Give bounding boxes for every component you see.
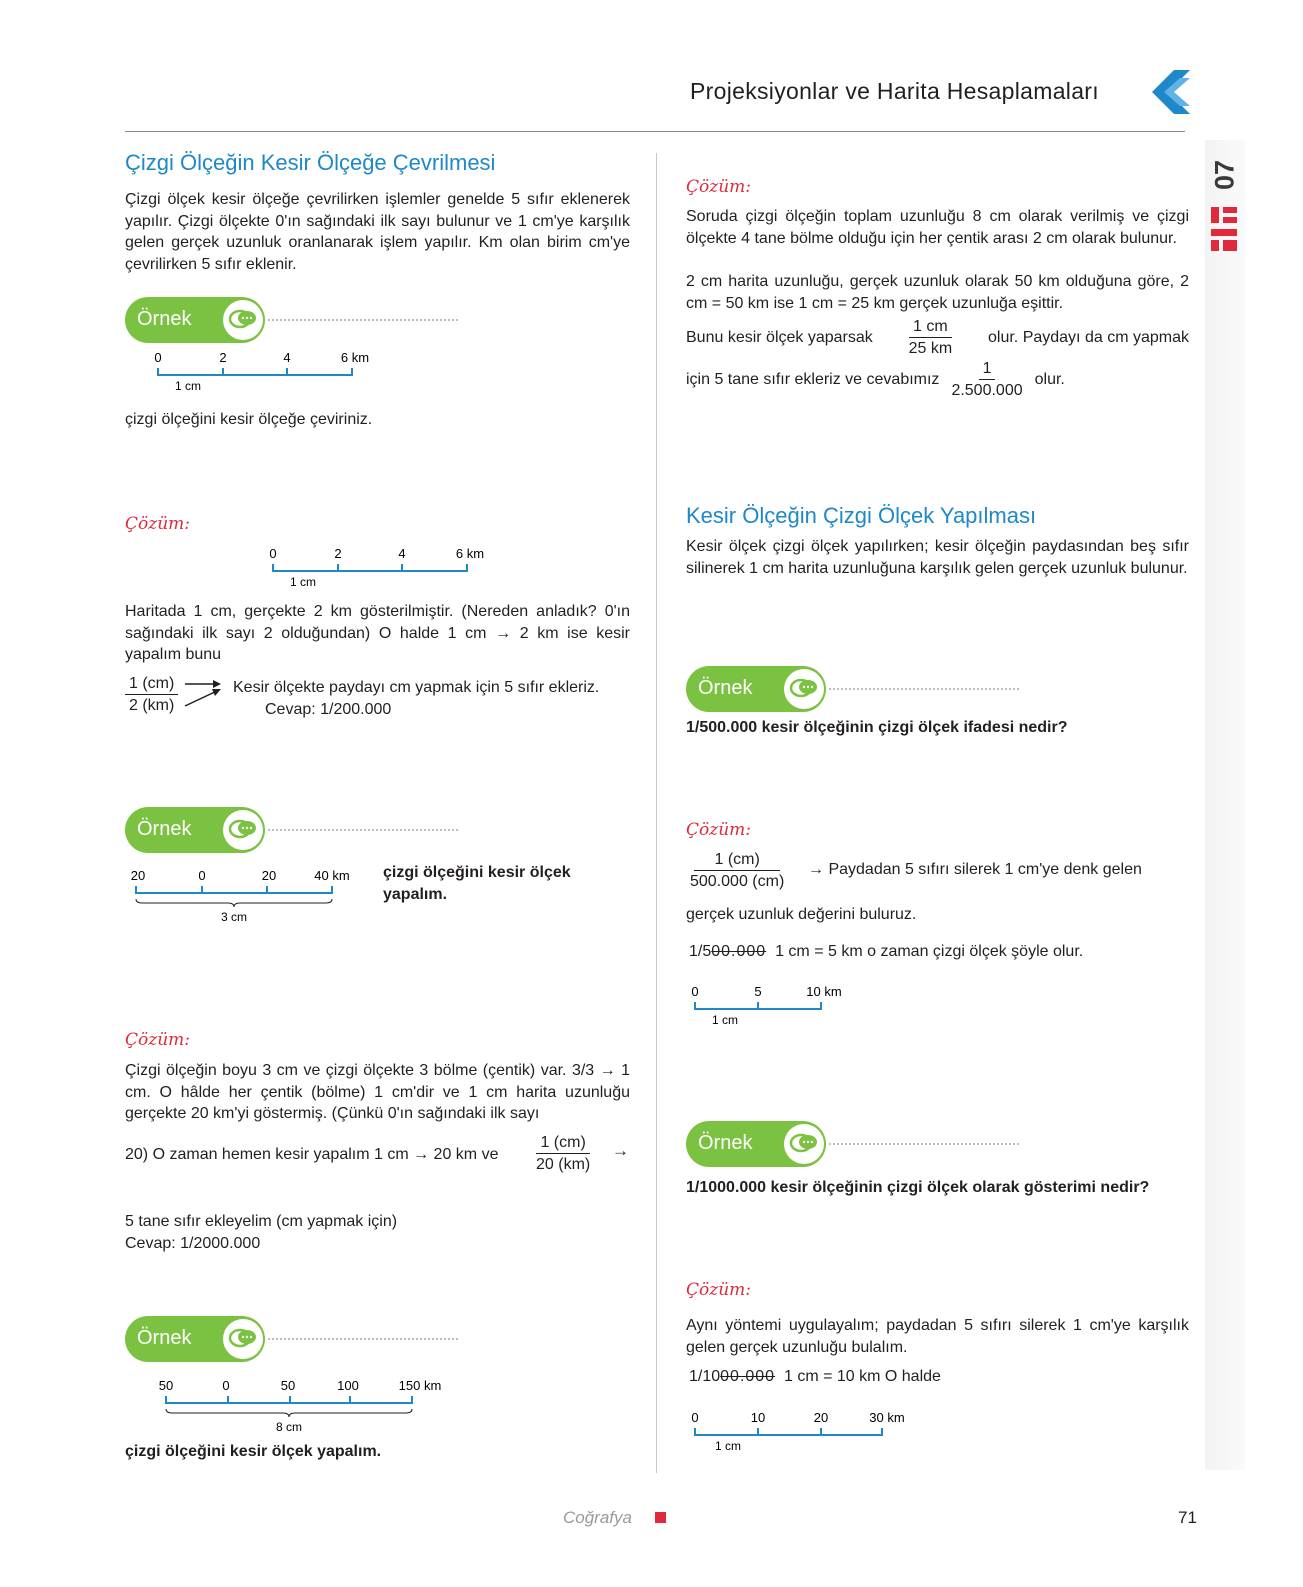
speech-bubble-icon	[784, 669, 824, 709]
scale-unit-label: 1 cm	[289, 575, 317, 589]
fraction-denominator: 25 km	[908, 340, 953, 357]
example1-question: çizgi ölçeğini kesir ölçeğe çeviriniz.	[125, 411, 373, 428]
scale-tick-label: 100	[337, 1378, 359, 1393]
solution-label: Çözüm:	[686, 1280, 751, 1300]
fraction-denominator: 2.500.000	[951, 382, 1023, 399]
example5-line-c	[689, 1368, 941, 1386]
speech-bubble-icon	[223, 300, 263, 340]
right-solution1-text-b: 2 cm harita uzunluğu, gerçek uzunluk olarak 50 km olduğuna göre, 2 cm = 50 km ise 1 cm = 25 km gerçek uzunluğa eşittir.	[686, 273, 1189, 312]
scale-tick-label: 2	[334, 546, 342, 561]
solution1-text: Haritada 1 cm, gerçekte 2 km gösterilmiştir. (Nereden anladık? 0'ın sağındaki ilk sayı 2 olduğundan) O halde 1 cm → 2 km ise kesir yapalım bunu	[125, 603, 630, 663]
line-scale-example4	[682, 982, 872, 1028]
example4-text-c: 1 cm = 5 km o zaman çizgi ölçek şöyle olur.	[775, 943, 1084, 960]
right-solution1-text-a: Soruda çizgi ölçeğin toplam uzunluğu 8 cm olarak verilmiş ve çizgi ölçekte 4 tane bölme olduğu için her çentik arası 2 cm olarak bulunur.	[686, 208, 1189, 247]
example4-fraction	[686, 849, 788, 892]
side-strip	[1205, 140, 1245, 1470]
scale-tick-label: 10	[750, 1410, 766, 1425]
line-scale-solution1	[260, 544, 500, 590]
example5-text-c: 1 cm = 10 km O halde	[783, 1368, 941, 1385]
example-badge	[125, 297, 265, 343]
page-number: 71	[1178, 1508, 1197, 1527]
section-title-fraction-to-line: Kesir Ölçeğin Çizgi Ölçek Yapılması	[686, 503, 1037, 528]
dotted-divider	[268, 319, 458, 321]
right-intro-paragraph: Kesir ölçek çizgi ölçek yapılırken; kesir ölçeğin paydasından beş sıfır silinerek 1 cm harita uzunluğuna karşılık gelen gerçek uzunluk bulunur.	[686, 538, 1189, 577]
scale-tick-label: 4	[283, 350, 291, 365]
scale-unit-label: 1 cm	[714, 1439, 742, 1453]
scale-tick-label: 0	[691, 984, 699, 999]
line-scale-example5	[682, 1408, 922, 1454]
scale-tick-label: 4	[398, 546, 406, 561]
example-label: Örnek	[698, 1132, 753, 1154]
fraction-numerator: 1 (cm)	[694, 849, 779, 871]
scale-unit-label: 1 cm	[174, 379, 202, 393]
example-label: Örnek	[137, 818, 192, 840]
solution1-note: Kesir ölçekte paydayı cm yapmak için 5 sıfır ekleriz.	[233, 679, 600, 696]
speech-bubble-icon	[223, 810, 263, 850]
scale-tick-label: 6 km	[455, 546, 485, 561]
scale-tick-label: 0	[691, 1410, 699, 1425]
unit-number: 07	[1209, 159, 1240, 191]
scale-total-label: 8 cm	[275, 1420, 303, 1434]
solution2-text-c: 5 tane sıfır ekleyelim (cm yapmak için)	[125, 1213, 398, 1230]
example4-text-a: → Paydadan 5 sıfırı silerek 1 cm'ye denk gelen	[808, 861, 1142, 878]
fraction-denominator: 20 (km)	[536, 1156, 591, 1173]
scale-tick-label: 40 km	[314, 868, 350, 883]
solution-label: Çözüm:	[686, 177, 751, 197]
scale-tick-label: 20	[130, 868, 146, 883]
chevron-logo-icon	[1150, 68, 1196, 116]
fraction-denominator: 500.000 (cm)	[690, 873, 785, 890]
fraction-denominator: 2 (km)	[129, 697, 175, 714]
example5-text-a: Aynı yöntemi uygulayalım; paydadan 5 sıfırı silerek 1 cm'ye karşılık gelen gerçek uzunluğu bulalım.	[686, 1317, 1189, 1356]
fraction-numerator: 1 (cm)	[536, 1132, 589, 1154]
scale-tick-label: 30 km	[869, 1410, 905, 1425]
arrows-icon	[183, 676, 225, 712]
right-solution1-text-d1: için 5 tane sıfır ekleriz ve cevabımız	[686, 370, 940, 388]
footer-square-icon	[655, 1512, 666, 1523]
solution1-fraction	[125, 673, 178, 716]
scale-tick-label: 10 km	[806, 984, 842, 999]
section-title-line-to-fraction: Çizgi Ölçeğin Kesir Ölçeğe Çevrilmesi	[125, 150, 496, 175]
fraction-numerator: 1 cm	[909, 316, 952, 338]
column-divider	[656, 153, 657, 1473]
right-solution1-text-d2: olur.	[1034, 370, 1065, 388]
page-header-title: Projeksiyonlar ve Harita Hesaplamaları	[690, 78, 1099, 104]
speech-bubble-icon	[223, 1319, 263, 1359]
intro-paragraph: Çizgi ölçek kesir ölçeğe çevrilirken işlemler genelde 5 sıfır eklenerek yapılır. Çizgi ölçekte 0'ın sağındaki ilk sayı bulunur ve 1 cm'ye karşılık gelen gerçek uzunluk oranlanarak işlem yapılır. Km olan birim cm'ye çevrilirken 5 sıfır eklenir.	[125, 191, 630, 273]
scale-tick-label: 2	[219, 350, 227, 365]
solution-label: Çözüm:	[125, 1030, 190, 1050]
example-badge	[125, 807, 265, 853]
header-divider	[125, 131, 1185, 132]
example4-question: 1/500.000 kesir ölçeğinin çizgi ölçek ifadesi nedir?	[686, 719, 1068, 736]
example4-line-c	[689, 943, 1083, 961]
example-badge	[125, 1316, 265, 1362]
scale-tick-label: 50	[158, 1378, 174, 1393]
struck-digits: 00.000	[720, 1368, 776, 1385]
solution-label: Çözüm:	[125, 514, 190, 534]
scale-tick-label: 0	[154, 350, 162, 365]
struck-digits: 00.000	[711, 943, 767, 960]
scale-unit-label: 1 cm	[711, 1013, 739, 1027]
fraction-numerator: 1 (cm)	[125, 673, 178, 695]
right-solution1-line-d	[686, 358, 1065, 401]
scale-tick-label: 50	[280, 1378, 296, 1393]
example-badge	[686, 1121, 826, 1167]
footer-subject: Coğrafya	[563, 1508, 632, 1527]
example3-question: çizgi ölçeğini kesir ölçek yapalım.	[125, 1443, 382, 1460]
scale-tick-label: 0	[222, 1378, 230, 1393]
solution1-answer: Cevap: 1/200.000	[265, 701, 392, 718]
speech-bubble-icon	[784, 1124, 824, 1164]
right-solution1-text-c2: olur. Paydayı da cm yapmak	[988, 328, 1189, 346]
dotted-divider	[268, 1338, 458, 1340]
example-badge	[686, 666, 826, 712]
publisher-logo-icon	[1209, 205, 1239, 253]
example4-text-b: gerçek uzunluk değerini buluruz.	[686, 906, 917, 923]
scale-tick-label: 5	[754, 984, 762, 999]
right-solution1-line-c	[686, 316, 1189, 359]
fraction-numerator: 1	[979, 358, 996, 380]
scale-tick-label: 6 km	[340, 350, 370, 365]
solution2-answer: Cevap: 1/2000.000	[125, 1235, 261, 1252]
line-scale-example1	[145, 348, 385, 394]
struck-prefix: 1/10	[689, 1368, 721, 1385]
line-scale-example2	[122, 866, 362, 924]
arrow-icon: →	[612, 1141, 629, 1160]
example-label: Örnek	[137, 308, 192, 330]
dotted-divider	[829, 688, 1019, 690]
right-solution1-text-c1: Bunu kesir ölçek yaparsak	[686, 328, 873, 346]
example5-question: 1/1000.000 kesir ölçeğinin çizgi ölçek olarak gösterimi nedir?	[686, 1179, 1150, 1196]
scale-tick-label: 0	[198, 868, 206, 883]
struck-prefix: 1/5	[689, 943, 712, 960]
solution-label: Çözüm:	[686, 820, 751, 840]
example2-question: çizgi ölçeğini kesir ölçek yapalım.	[383, 864, 571, 903]
scale-tick-label: 20	[261, 868, 277, 883]
scale-tick-label: 0	[269, 546, 277, 561]
scale-tick-label: 20	[813, 1410, 829, 1425]
example-label: Örnek	[698, 677, 753, 699]
solution2-fraction	[532, 1132, 594, 1175]
dotted-divider	[268, 829, 458, 831]
solution2-text-b: 20) O zaman hemen kesir yapalım 1 cm → 20 km ve	[125, 1146, 499, 1163]
solution2-text-a: Çizgi ölçeğin boyu 3 cm ve çizgi ölçekte 3 bölme (çentik) var. 3/3 → 1 cm. O hâlde her çentik (bölme) 1 cm'dir ve 1 cm harita uzunluğu gerçekte 20 km'yi göstermiş. (Çünkü 0'ın sağındaki ilk sayı	[125, 1062, 630, 1122]
scale-total-label: 3 cm	[220, 910, 248, 924]
example-label: Örnek	[137, 1327, 192, 1349]
dotted-divider	[829, 1143, 1019, 1145]
scale-tick-label: 150 km	[398, 1378, 442, 1393]
line-scale-example3	[150, 1376, 460, 1434]
